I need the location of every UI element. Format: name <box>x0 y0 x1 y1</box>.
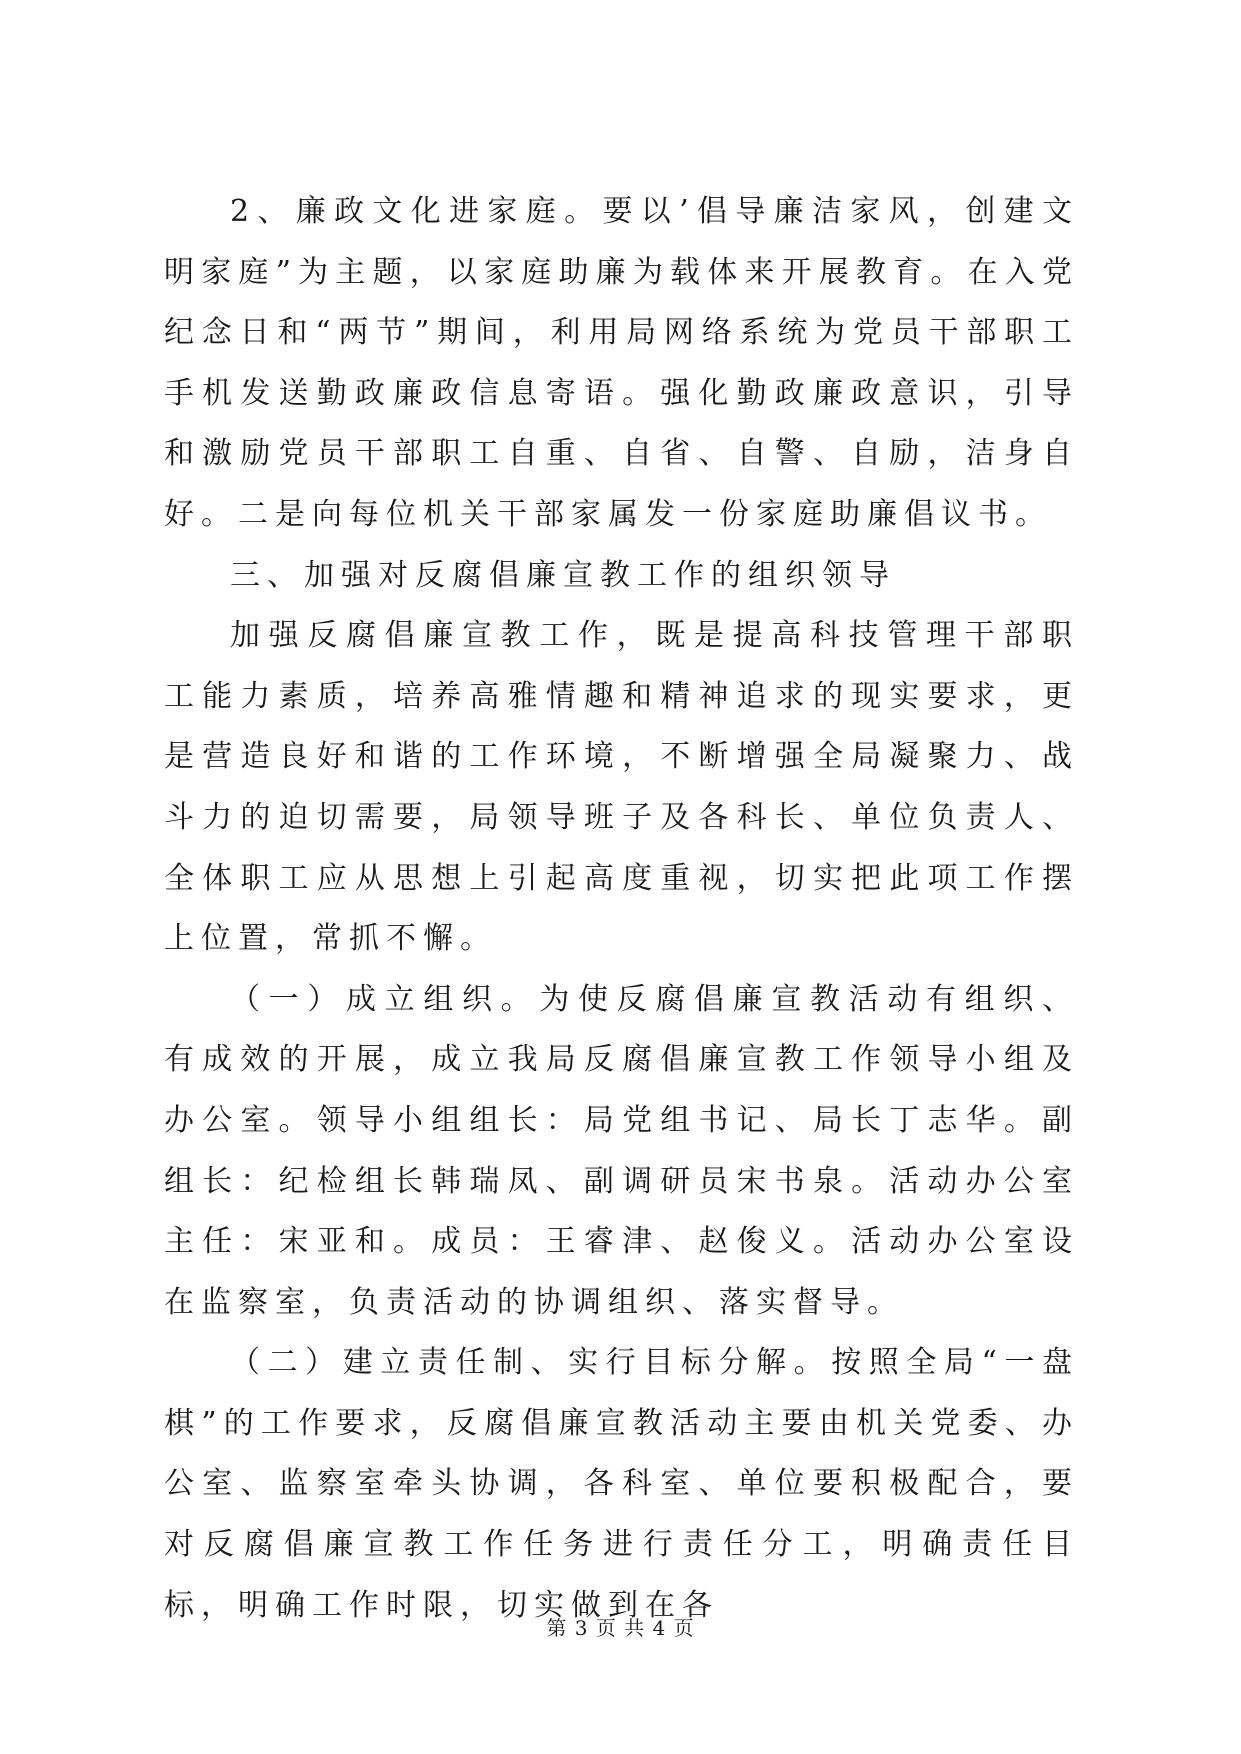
page-number-footer: 第 3 页 共 4 页 <box>546 1616 695 1640</box>
paragraph-leadership-importance: 加强反腐倡廉宣教工作，既是提高科技管理干部职工能力素质，培养高雅情趣和精神追求的现实要求，更是营造良好和谐的工作环境，不断增强全局凝聚力、战斗力的迫切需要，局领导班子及各科长、单位负责人、全体职工应从思想上引起高度重视，切实把此项工作摆上位置，常抓不懈。 <box>164 618 1079 957</box>
paragraph-establish-organization: （一）成立组织。为使反腐倡廉宣教活动有组织、有成效的开展，成立我局反腐倡廉宣教工作领导小组及办公室。领导小组组长：局党组书记、局长丁志华。副组长：纪检组长韩瑞凤、副调研员宋书泉。活动办公室主任：宋亚和。成员：王睿津、赵俊义。活动办公室设在监察室，负责活动的协调组织、落实督导。 <box>164 981 1079 1320</box>
document-body <box>164 182 1079 1636</box>
paragraph-responsibility-system: （二）建立责任制、实行目标分解。按照全局“一盘棋”的工作要求，反腐倡廉宣教活动主要由机关党委、办公室、监察室牵头协调，各科室、单位要积极配合，要对反腐倡廉宣教工作任务进行责任分工，明确责任目标，明确工作时限，切实做到在各 <box>164 1345 1079 1623</box>
section-heading-three: 三、加强对反腐倡廉宣教工作的组织领导 <box>230 557 896 593</box>
paragraph-family-culture: 2、廉政文化进家庭。要以’倡导廉洁家风，创建文明家庭”为主题，以家庭助廉为载体来开展教育。在入党纪念日和“两节”期间，利用局网络系统为党员干部职工手机发送勤政廉政信息寄语。强化勤政廉政意识，引导和激励党员干部职工自重、自省、自警、自励，洁身自好。二是向每位机关干部家属发一份家庭助廉倡议书。 <box>164 194 1079 532</box>
